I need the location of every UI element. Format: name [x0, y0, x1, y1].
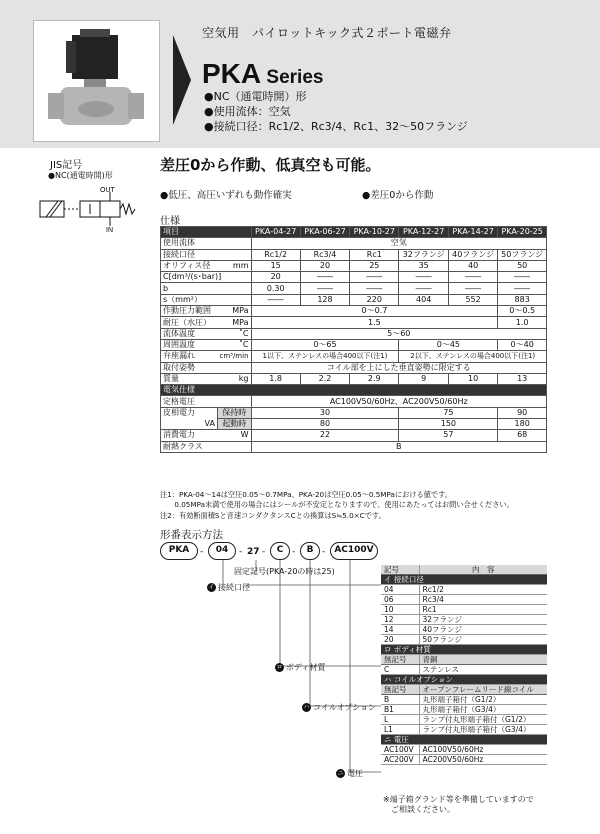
- note-2: 注2：有効断面積Sと音速コンダクタンスCとの換算はS≒5.0×Cです。: [160, 511, 386, 520]
- table-row: 12 32フランジ: [381, 615, 547, 625]
- category-title: 空気用 パイロットキック式２ポート電磁弁: [202, 26, 452, 40]
- code-table: [381, 565, 547, 765]
- table-row: ロ ボディ材質: [381, 645, 547, 655]
- table-row: C ステンレス: [381, 665, 547, 675]
- table-row: 定格電圧 AC100V50/60Hz、AC200V50/60Hz: [161, 396, 547, 407]
- model-part-fixed: 27: [247, 547, 260, 557]
- jis-symbol-diagram: [38, 182, 138, 232]
- jis-in: IN: [106, 227, 113, 232]
- table-row: 作動圧力範囲 MPa 0～0.7 0～0.5: [161, 306, 547, 317]
- table-row: 電気仕様: [161, 385, 547, 396]
- jis-title: JIS記号: [50, 160, 83, 171]
- table-row: 使用流体 空気: [161, 238, 547, 249]
- table-row: 流体温度 ˚C 5～60: [161, 328, 547, 339]
- model-part-series: PKA: [160, 542, 198, 560]
- chevron-icon: [173, 35, 191, 125]
- jis-out: OUT: [100, 187, 115, 194]
- model-part-coil: B: [300, 542, 320, 560]
- lead-text: 差圧0から作動、低真空も可能。: [160, 156, 381, 174]
- model-title: 形番表示方法: [160, 529, 223, 541]
- model-dash: -: [292, 547, 296, 557]
- table-row: 無記号 オープンフレームリード線コイル: [381, 685, 547, 695]
- feature-1: ●低圧、高圧いずれも動作確実: [160, 190, 292, 201]
- table-row: b 0.30 ―― ―― ―― ―― ――: [161, 283, 547, 294]
- table-row: 皮相電力 保持時 30 75 90: [161, 407, 547, 418]
- model-part-voltage: AC100V: [330, 542, 378, 560]
- table-row: 14 40フランジ: [381, 625, 547, 635]
- series-title: PKA Series: [202, 58, 324, 89]
- table-row: AC200V AC200V50/60Hz: [381, 755, 547, 765]
- table-row: 耐圧（水圧） MPa 1.5 1.0: [161, 317, 547, 328]
- model-dash: -: [200, 547, 204, 557]
- feature-2: ●差圧0から作動: [362, 190, 434, 201]
- table-row: 項目 PKA-04-27 PKA-06-27 PKA-10-27 PKA-12-27 PKA-14-27 PKA-20-25: [161, 227, 547, 238]
- table-row: イ 接続口径: [381, 575, 547, 585]
- jis-subtitle: ●NC(通電時開)形: [48, 171, 113, 180]
- table-row: ハ コイルオプション: [381, 675, 547, 685]
- port-label: イ 接続口径: [208, 583, 250, 592]
- table-row: VA 起動時 80 150 180: [161, 419, 547, 430]
- table-row: 弁座漏れ cm³/min 1以下、ステンレスの場合400以下(注1) 2以下、ステンレスの場合400以下(注1): [161, 351, 547, 362]
- table-row: 04 Rc1/2: [381, 585, 547, 595]
- header-bullet: ●NC（通電時開）形: [204, 90, 307, 103]
- model-part-body: C: [270, 542, 290, 560]
- note-1b: 0.05MPa未満で使用の場合にはシールが不安定となりますので、使用にあたってはお問い合せください。: [160, 500, 514, 509]
- table-row: 取付姿勢 コイル部を上にした垂直姿勢に限定する: [161, 362, 547, 373]
- model-dash: -: [239, 547, 243, 557]
- fixed-code-label: 固定記号(PKA-20の時は25): [234, 567, 335, 576]
- table-row: 記号 内 容: [381, 565, 547, 575]
- table-row: 質量 kg 1.8 2.2 2.9 9 10 13: [161, 373, 547, 384]
- model-part-port: 04: [208, 542, 236, 560]
- note-1: 注1：PKA-04～14は空圧0.05～0.7MPa、PKA-20は空圧0.05～0.5MPaにおける値です。: [160, 490, 452, 499]
- code-note: ※端子箱グランド等を準備していますので ご相談ください。: [383, 795, 534, 814]
- table-row: 20 50フランジ: [381, 635, 547, 645]
- table-row: 接続口径 Rc1/2 Rc3/4 Rc1 32フランジ 40フランジ 50フランジ: [161, 249, 547, 260]
- table-row: C[dm³/(s･bar)] 20 ―― ―― ―― ―― ――: [161, 272, 547, 283]
- table-row: 周囲温度 ˚C 0～65 0～45 0～40: [161, 339, 547, 350]
- table-row: ニ 電圧: [381, 735, 547, 745]
- body-label: ロ ボディ材質: [276, 663, 326, 672]
- table-row: オリフィス径 mm 15 20 25 35 40 50: [161, 260, 547, 271]
- model-dash: -: [322, 547, 326, 557]
- voltage-label: ニ 電圧: [337, 769, 363, 778]
- header-bullet: ●接続口径：Rc1/2、Rc3/4、Rc1、32～50フランジ: [204, 120, 468, 133]
- table-row: s（mm²） ―― 128 220 404 552 883: [161, 294, 547, 305]
- table-row: 無記号 青銅: [381, 655, 547, 665]
- table-row: 10 Rc1: [381, 605, 547, 615]
- product-photo: [33, 20, 160, 142]
- spec-title: 仕様: [160, 216, 180, 227]
- table-row: B1 丸形端子箱付（G3/4）: [381, 705, 547, 715]
- table-row: 06 Rc3/4: [381, 595, 547, 605]
- header-bullet: ●使用流体：空気: [204, 105, 291, 118]
- coil-label: ハ コイルオプション: [303, 703, 377, 712]
- table-row: B 丸形端子箱付（G1/2）: [381, 695, 547, 705]
- spec-table: [160, 226, 547, 453]
- model-dash: -: [262, 547, 266, 557]
- table-row: AC100V AC100V50/60Hz: [381, 745, 547, 755]
- valve-image: [34, 21, 159, 141]
- table-row: 耐熱クラス B: [161, 441, 547, 452]
- table-row: L ランプ付丸形端子箱付（G1/2）: [381, 715, 547, 725]
- table-row: L1 ランプ付丸形端子箱付（G3/4）: [381, 725, 547, 735]
- table-row: 消費電力 W 22 57 68: [161, 430, 547, 441]
